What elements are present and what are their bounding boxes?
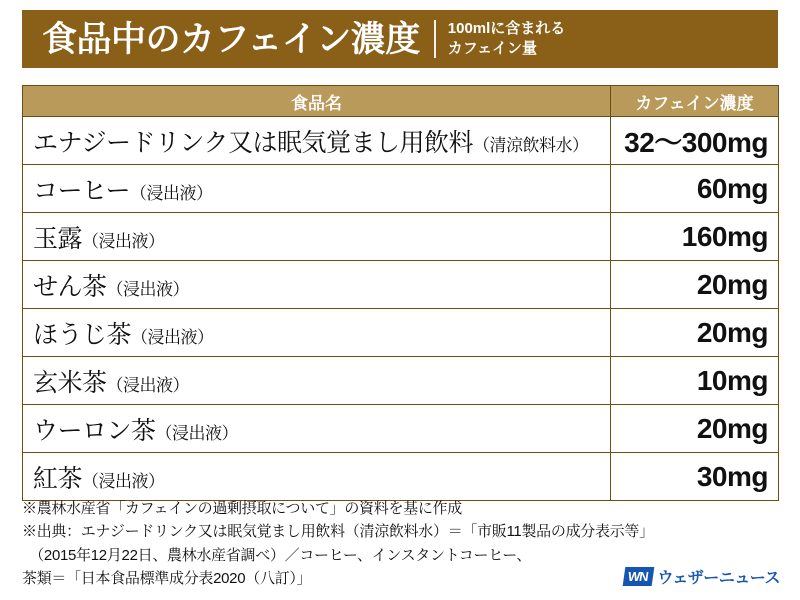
food-name-note: （浸出液）	[131, 327, 214, 347]
column-header-caffeine: カフェイン濃度	[611, 86, 779, 117]
footnote-line: 茶類＝「日本食品標準成分表2020（八訂）」	[22, 569, 312, 587]
cell-caffeine-value: 160mg	[611, 213, 779, 261]
header-divider	[434, 20, 436, 58]
cell-food-name	[23, 261, 611, 309]
cell-food-name	[23, 165, 611, 213]
brand-name: ウェザーニュース	[657, 570, 780, 587]
cell-food-name	[23, 309, 611, 357]
table-row	[23, 261, 779, 309]
weathernews-mark-icon: WN	[622, 567, 653, 586]
food-name-text: ウーロン茶	[33, 416, 156, 445]
brand-logo	[624, 565, 780, 588]
food-name-text: せん茶	[33, 272, 107, 301]
food-name-text: ほうじ茶	[33, 320, 132, 349]
table-row	[23, 117, 779, 165]
table-row	[23, 213, 779, 261]
column-header-food: 食品名	[23, 86, 611, 117]
food-name-note: （清涼飲料水）	[473, 135, 589, 155]
table-row	[23, 405, 779, 453]
food-name-text: コーヒー	[33, 176, 131, 205]
header-subtitle-line1: 100mlに含まれる	[447, 19, 566, 37]
cell-caffeine-value: 10mg	[611, 357, 779, 405]
cell-food-name	[23, 117, 611, 165]
table-body	[23, 117, 779, 501]
table-row	[23, 357, 779, 405]
food-name-text: 玉露	[33, 224, 83, 253]
footnote-line: （2015年12月22日、農林水産省調べ）／コーヒー、インスタントコーヒー、	[22, 546, 532, 564]
cell-caffeine-value: 20mg	[611, 405, 779, 453]
cell-caffeine-value: 30mg	[611, 453, 779, 501]
cell-food-name	[23, 357, 611, 405]
cell-food-name	[23, 405, 611, 453]
cell-food-name	[23, 453, 611, 501]
cell-caffeine-value: 32〜300mg	[611, 117, 779, 165]
cell-caffeine-value: 20mg	[611, 309, 779, 357]
table-row	[23, 453, 779, 501]
footnotes	[22, 497, 722, 590]
cell-caffeine-value: 20mg	[611, 261, 779, 309]
cell-caffeine-value: 60mg	[611, 165, 779, 213]
cell-food-name	[23, 213, 611, 261]
food-name-note: （浸出液）	[130, 183, 213, 203]
table-row	[23, 309, 779, 357]
caffeine-table	[22, 85, 779, 501]
table-header-row	[23, 86, 779, 117]
food-name-note: （浸出液）	[106, 375, 190, 395]
food-name-note: （浸出液）	[155, 423, 239, 443]
header-banner	[22, 10, 778, 68]
footnote-line: ※出典：エナジードリンク又は眠気覚まし用飲料（清涼飲料水）＝「市販11製品の成分表示等」	[22, 523, 654, 541]
footnote-line: ※農林水産省「カフェインの過剰摂取について」の資料を基に作成	[22, 500, 462, 517]
food-name-note: （浸出液）	[82, 471, 165, 491]
food-name-text: エナジードリンク又は眠気覚まし用飲料	[33, 128, 474, 157]
food-name-text: 玄米茶	[33, 368, 107, 397]
header-subtitle	[448, 19, 566, 60]
header-subtitle-line2: カフェイン量	[447, 40, 538, 57]
food-name-text: 紅茶	[33, 464, 83, 493]
table-row	[23, 165, 779, 213]
food-name-note: （浸出液）	[82, 231, 165, 251]
page-title: 食品中のカフェイン濃度	[42, 19, 420, 59]
food-name-note: （浸出液）	[106, 279, 190, 299]
